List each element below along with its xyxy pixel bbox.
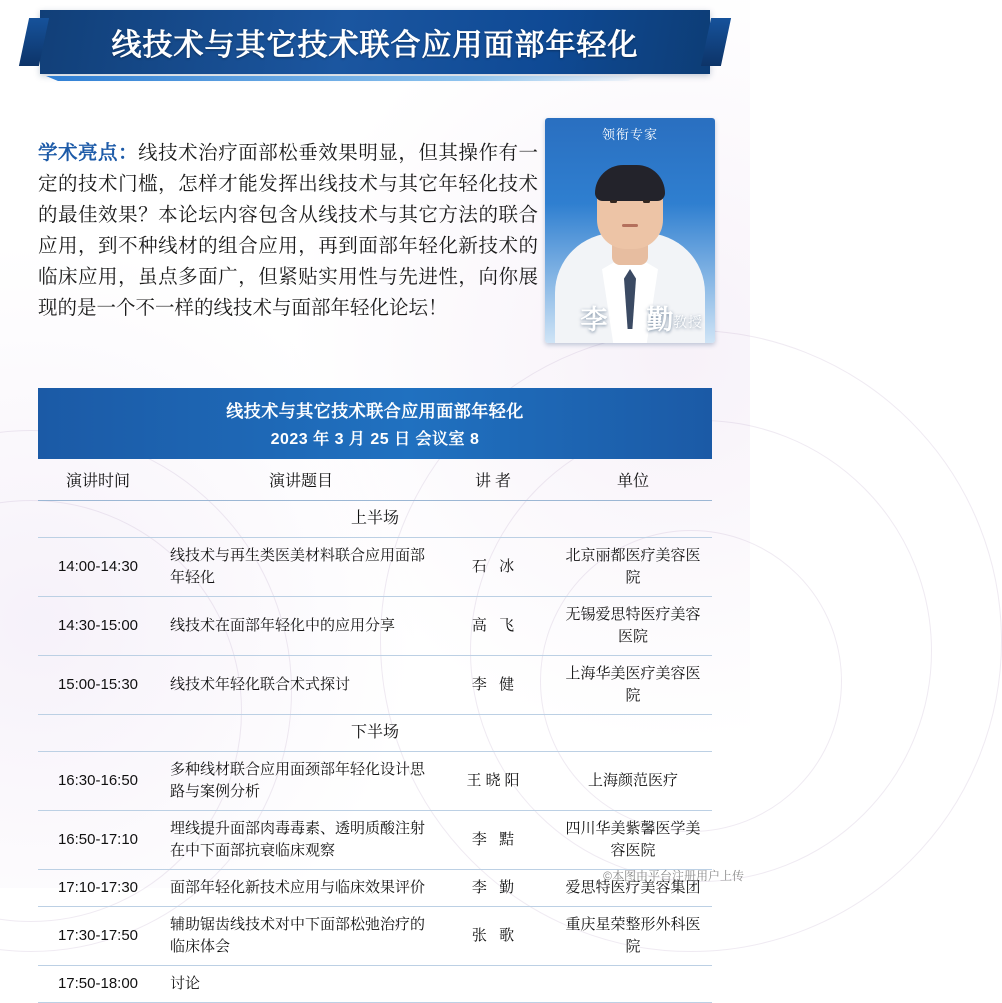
cell-time: 17:50-18:00 bbox=[38, 966, 158, 1003]
cell-speaker: 王晓阳 bbox=[436, 752, 554, 811]
portrait-eye-left bbox=[610, 200, 617, 203]
cell-topic: 讨论 bbox=[158, 966, 436, 1003]
watermark-note: ©本图由平台注册用户上传 bbox=[603, 869, 744, 883]
cell-time: 17:30-17:50 bbox=[38, 907, 158, 966]
expert-card bbox=[545, 118, 715, 343]
cell-org: 北京丽都医疗美容医院 bbox=[554, 538, 712, 597]
table-header-row bbox=[38, 459, 712, 501]
cell-org: 无锡爱思特医疗美容医院 bbox=[554, 597, 712, 656]
cell-speaker: 李 健 bbox=[436, 656, 554, 715]
table-row bbox=[38, 538, 712, 597]
cell-speaker: 李 黠 bbox=[436, 811, 554, 870]
portrait-eye-right bbox=[643, 200, 650, 203]
banner-ribbon bbox=[40, 10, 710, 74]
cell-time: 16:50-17:10 bbox=[38, 811, 158, 870]
highlights-body: 线技术治疗面部松垂效果明显，但其操作有一定的技术门槛，怎样才能发挥出线技术与其它年轻化技术的最佳效果？本论坛内容包含从线技术与其它方法的联合应用，到不种线材的组合应用，再到面部年轻化新技术的临床应用，虽点多面广，但紧贴实用性与先进性，向你展现的是一个不一样的线技术与面部年轻化论坛！ bbox=[38, 141, 538, 319]
cell-topic: 埋线提升面部肉毒毒素、透明质酸注射在中下面部抗衰临床观察 bbox=[158, 811, 436, 870]
portrait-mouth bbox=[622, 224, 638, 227]
banner-underline bbox=[46, 76, 646, 81]
cell-org bbox=[554, 966, 712, 1003]
expert-tag: 领衔专家 bbox=[601, 127, 658, 142]
session-label: 下半场 bbox=[38, 715, 712, 752]
column-header-time: 演讲时间 bbox=[38, 459, 158, 501]
session-divider-row bbox=[38, 715, 712, 752]
column-header-speaker: 讲者 bbox=[436, 459, 554, 501]
cell-time: 17:10-17:30 bbox=[38, 870, 158, 907]
cell-speaker: 张 歌 bbox=[436, 907, 554, 966]
cell-time: 14:00-14:30 bbox=[38, 538, 158, 597]
portrait-hair bbox=[595, 165, 665, 201]
column-header-org: 单位 bbox=[554, 459, 712, 501]
table-row bbox=[38, 656, 712, 715]
table-row bbox=[38, 811, 712, 870]
expert-name: 李 勤 bbox=[580, 305, 680, 336]
cell-topic: 多种线材联合应用面颈部年轻化设计思路与案例分析 bbox=[158, 752, 436, 811]
cell-topic: 线技术在面部年轻化中的应用分享 bbox=[158, 597, 436, 656]
agenda-block bbox=[38, 388, 712, 1003]
cell-org: 爱思特医疗美容集团 bbox=[554, 870, 712, 907]
cell-speaker: 高 飞 bbox=[436, 597, 554, 656]
table-row bbox=[38, 907, 712, 966]
cell-time: 15:00-15:30 bbox=[38, 656, 158, 715]
agenda-header bbox=[38, 388, 712, 459]
cell-org: 上海华美医疗美容医院 bbox=[554, 656, 712, 715]
agenda-table-body-first-half bbox=[38, 501, 712, 1003]
column-header-topic: 演讲题目 bbox=[158, 459, 436, 501]
highlights-label: 学术亮点： bbox=[38, 141, 139, 164]
table-row bbox=[38, 752, 712, 811]
cell-org: 重庆星荣整形外科医院 bbox=[554, 907, 712, 966]
cell-topic: 线技术与再生类医美材料联合应用面部年轻化 bbox=[158, 538, 436, 597]
agenda-table bbox=[38, 459, 712, 1003]
cell-topic: 线技术年轻化联合术式探讨 bbox=[158, 656, 436, 715]
cell-time: 16:30-16:50 bbox=[38, 752, 158, 811]
highlights-paragraph bbox=[38, 138, 538, 324]
header-banner bbox=[0, 0, 750, 86]
session-label: 上半场 bbox=[38, 501, 712, 538]
cell-speaker: 李 勤 bbox=[436, 870, 554, 907]
table-row bbox=[38, 597, 712, 656]
cell-topic: 面部年轻化新技术应用与临床效果评价 bbox=[158, 870, 436, 907]
table-row bbox=[38, 966, 712, 1003]
page-title: 线技术与其它技术联合应用面部年轻化 bbox=[111, 28, 639, 63]
agenda-table-head bbox=[38, 459, 712, 501]
cell-org: 四川华美紫馨医学美容医院 bbox=[554, 811, 712, 870]
agenda-title: 线技术与其它技术联合应用面部年轻化 bbox=[226, 402, 524, 421]
session-divider-row bbox=[38, 501, 712, 538]
cell-org: 上海颜范医疗 bbox=[554, 752, 712, 811]
highlights-block bbox=[38, 118, 538, 343]
agenda-subtitle: 2023 年 3 月 25 日 会议室 8 bbox=[270, 431, 480, 448]
cell-topic: 辅助锯齿线技术对中下面部松弛治疗的临床体会 bbox=[158, 907, 436, 966]
expert-title: 教授 bbox=[673, 314, 703, 330]
cell-time: 14:30-15:00 bbox=[38, 597, 158, 656]
cell-speaker: 石 冰 bbox=[436, 538, 554, 597]
cell-speaker bbox=[436, 966, 554, 1003]
